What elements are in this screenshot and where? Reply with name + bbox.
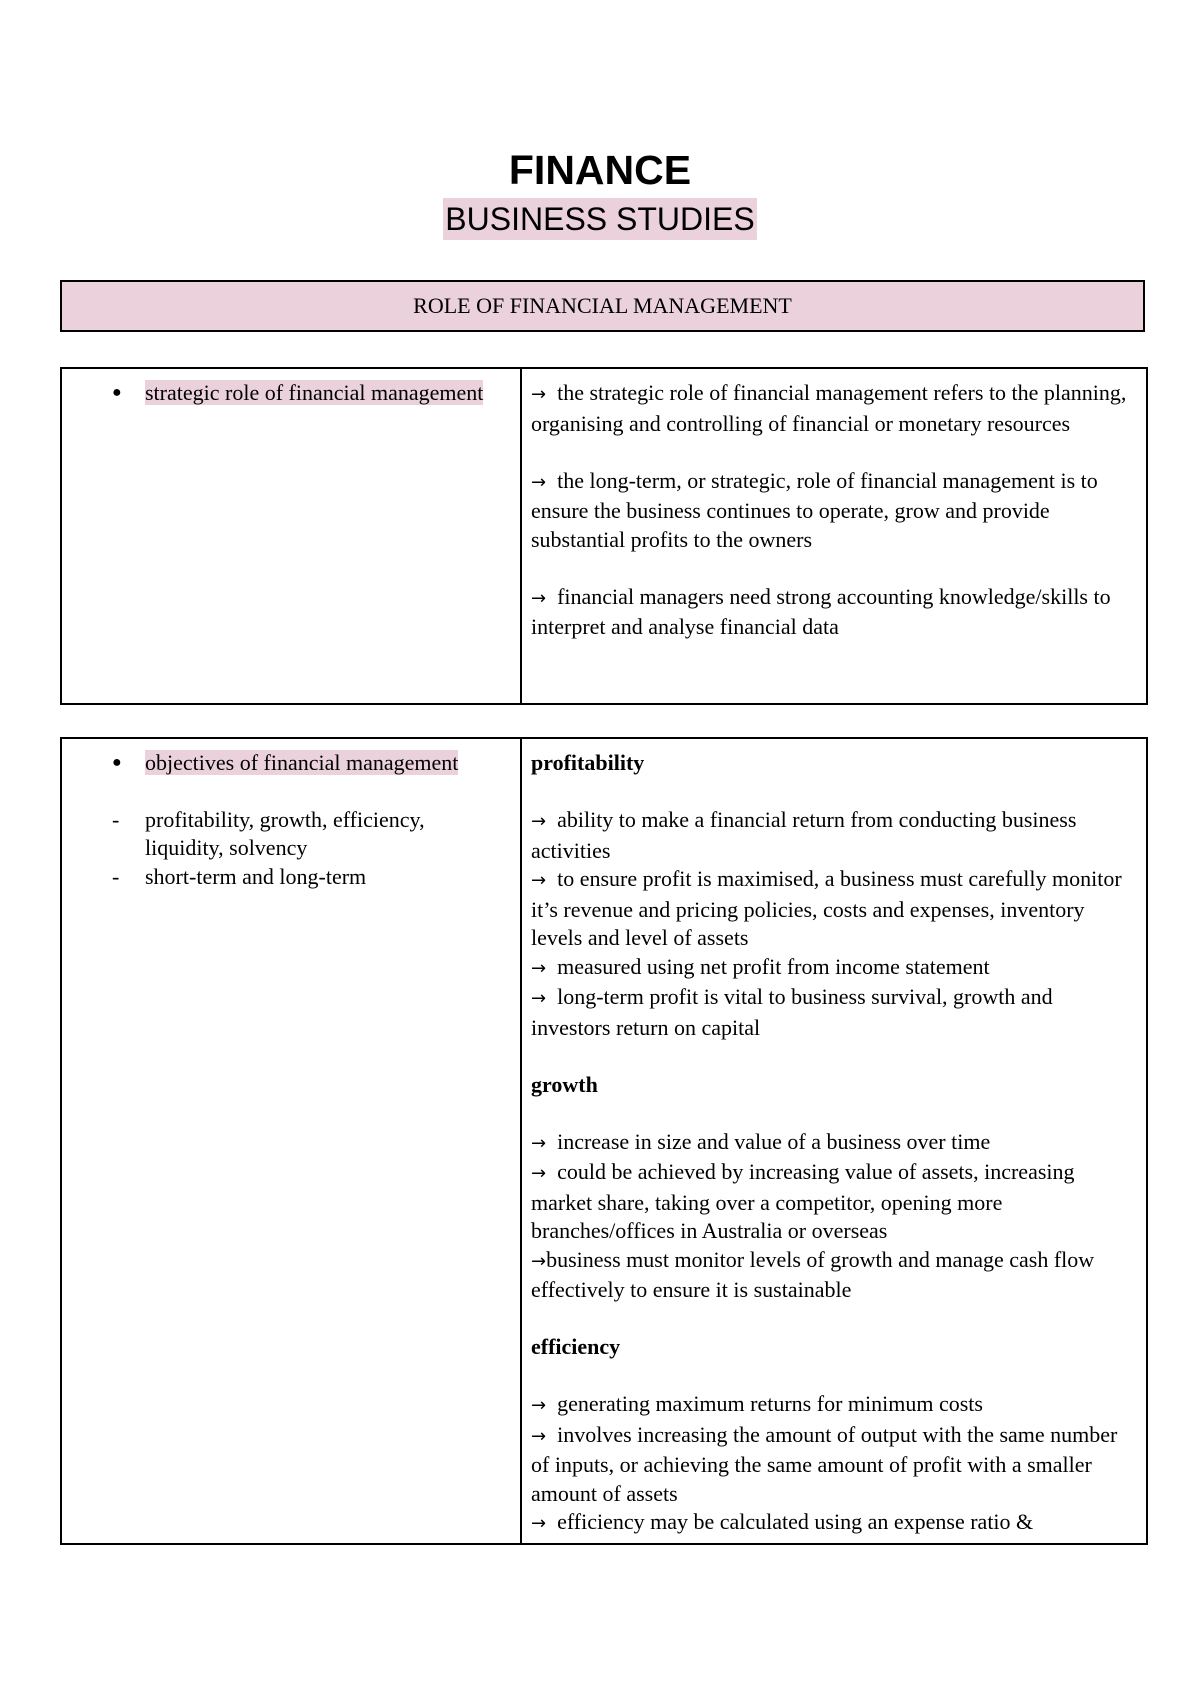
spacer [531,1099,1136,1128]
note-text: involves increasing the amount of output with the same number of inputs, or achieving the same amount of profit with a smaller amount of assets [531,1421,1118,1506]
sub-item [62,806,520,863]
sub-list [62,806,520,892]
sub-item-text: profitability, growth, efficiency, liquidity, solvency [145,806,425,860]
arrow-icon: → [531,957,547,979]
note-text: measured using net profit from income statement [557,953,990,979]
objective-heading: growth [531,1071,598,1097]
note-point [531,1158,1136,1246]
note-text: to ensure profit is maximised, a business must carefully monitor it’s revenue and pricing policies, costs and expenses, inventory levels and level of assets [531,866,1122,950]
table-row [61,738,1147,1544]
arrow-icon: → [531,1250,547,1272]
spacer [531,1042,1136,1071]
arrow-icon: → [531,1425,547,1447]
table-row [61,368,1147,704]
topic-cell [61,368,521,704]
note-text: business must monitor levels of growth and manage cash flow effectively to ensure it is sustainable [531,1246,1095,1302]
arrow-icon: → [531,988,547,1009]
spacer [531,778,1136,807]
notes-cell [521,368,1147,704]
note-point [531,983,1136,1042]
arrow-icon: → [531,811,547,832]
note-point [531,1246,1136,1305]
note-text: generating maximum returns for minimum costs [557,1391,983,1416]
objective-heading: profitability [531,750,645,775]
note-paragraph [531,583,1136,642]
arrow-icon: → [531,384,547,405]
arrow-icon: → [531,1163,547,1184]
note-paragraph [531,467,1136,555]
strategic-role-table [60,367,1148,705]
arrow-icon: → [531,471,547,493]
topic-label: strategic role of financial management [145,380,484,405]
note-text: financial managers need strong accounting knowledge/skills to interpret and analyse financial data [531,583,1111,639]
bullet-icon: ● [112,754,122,771]
spacer [531,554,1136,583]
topic-item [62,379,520,408]
note-text: the long-term, or strategic, role of financial management is to ensure the business continues to operate, grow and provide substantial profits to the owners [531,467,1098,552]
document-title: FINANCE [508,147,692,193]
note-point [531,953,1136,984]
note-point [531,1421,1136,1509]
dash-marker: - [112,863,120,889]
spacer [531,438,1136,467]
note-point [531,865,1136,953]
sub-item-text: short-term and long-term [145,863,367,889]
arrow-icon: → [531,1513,547,1534]
note-text: increase in size and value of a business over time [557,1128,991,1154]
note-text: could be achieved by increasing value of assets, increasing market share, taking over a competitor, opening more branches/offices in Australia or overseas [531,1159,1075,1243]
arrow-icon: → [531,1395,547,1416]
arrow-icon: → [531,870,547,891]
note-text: long-term profit is vital to business survival, growth and investors return on capital [531,984,1053,1040]
note-point [531,806,1136,865]
sub-item [62,863,520,892]
note-text: ability to make a financial return from conducting business activities [531,807,1077,863]
dash-marker: - [112,806,120,832]
objectives-table [60,737,1148,1545]
note-point [531,1390,1136,1421]
note-point [531,1508,1136,1539]
section-banner: ROLE OF FINANCIAL MANAGEMENT [60,280,1145,332]
spacer [531,1305,1136,1334]
subtitle-wrap [0,198,1200,240]
note-text: efficiency may be calculated using an expense ratio & [557,1509,1034,1534]
note-point [531,1128,1136,1159]
topic-item [62,749,520,778]
document-header [0,148,1200,240]
bullet-icon: ● [112,384,122,401]
objective-heading: efficiency [531,1334,621,1359]
notes-cell [521,738,1147,1544]
topic-label: objectives of financial management [145,750,459,775]
arrow-icon: → [531,587,547,609]
note-text: the strategic role of financial management refers to the planning, organising and controlling of financial or monetary resources [531,380,1127,436]
spacer [531,1362,1136,1391]
document-subtitle: BUSINESS STUDIES [443,198,756,240]
arrow-icon: → [531,1132,547,1154]
topic-cell [61,738,521,1544]
note-paragraph [531,379,1136,438]
